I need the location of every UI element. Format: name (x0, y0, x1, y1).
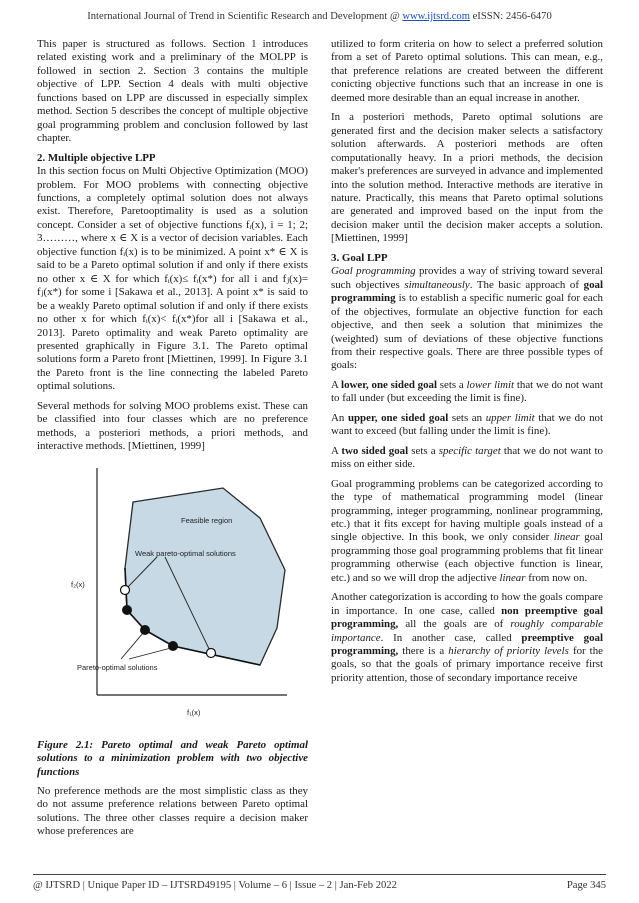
term-lower-goal: lower, one sided goal (341, 378, 438, 391)
term-upper-goal: upper, one sided goal (347, 411, 449, 424)
term-priority-levels: hierarchy of priority levels (448, 645, 569, 658)
pareto-optimal-point (168, 641, 178, 651)
text-span: Goal programming problems can be categorized according to the type of mathematical programming model (linear programming, integer programming, nonlinear programming, etc.) that it fits except for having multiple goals instead of a single objective. In this book, we only consider (331, 477, 603, 544)
text-span: all the goals are of (398, 618, 511, 631)
term-linear: linear (499, 571, 526, 584)
pareto-figure (55, 460, 295, 735)
weak-pareto-point (121, 585, 130, 594)
term-preemptive: preemptive goal programming, (331, 631, 603, 658)
paragraph-two-sided-goal (331, 445, 603, 472)
term-upper-limit: upper limit (485, 411, 535, 424)
text-span: is to establish a specific numeric goal for each of the objectives, formulate an objective function for each objective, and then seek a solution that minimizes the (weighted) sum of deviations of these objective functions from their respective goals. There are three possible types of goals: (331, 292, 603, 372)
text-span: that we do not want to exceed (but falling under the limit is fine). (331, 411, 603, 438)
journal-eissn: eISSN: 2456-6470 (472, 11, 552, 22)
figure-caption: Figure 2.1: Pareto optimal and weak Pareto optimal solutions to a minimization problem with two objective functions (37, 738, 308, 778)
x-axis-label: f₁(x) (187, 707, 201, 717)
term-goal-programming-bold: goal programming (331, 278, 603, 305)
paragraph-lower-goal (331, 379, 603, 406)
left-column (37, 38, 308, 845)
feasible-region-label: Feasible region (181, 515, 233, 525)
journal-url-link[interactable]: www.ijtsrd.com (402, 11, 470, 22)
text-span: sets a (408, 444, 439, 457)
paragraph-posteriori: In a posteriori methods, Pareto optimal solutions are generated first and the decision maker selects a satisfactory solution afterwards. A posteriori methods are often computationally heavy. In a priori methods, the decision maker's preferences are surveyed in advance and implemented into the solution method. Interactive methods are iterative in nature. Practically, this means that Pareto optimal solutions are generated and improved based on the input from the decision maker until the decision maker accepts a solution. [Miettinen, 1999] (331, 111, 603, 245)
term-two-sided-goal: two sided goal (341, 444, 409, 457)
text-span: there is a (398, 645, 449, 658)
pareto-optimal-point (140, 625, 150, 635)
paragraph-categorization (331, 478, 603, 586)
text-span: for the goals, so that the goals of primary importance receive first priority attention, those of secondary importance receive (331, 645, 603, 684)
term-linear: linear (553, 531, 580, 544)
text-span: A (331, 444, 342, 457)
paragraph-methods: Several methods for solving MOO problems exist. These can be classified into four classes which are no preference methods, a posteriori methods, a priori methods, and interactive methods. [Miettinen, 1999] (37, 399, 308, 453)
term-lower-limit: lower limit (466, 378, 515, 391)
text-span: sets a (437, 378, 467, 391)
text-span: Another categorization is according to how the goals compare in importance. In one case, called (331, 591, 603, 617)
footer-rule (33, 874, 606, 875)
weak-pareto-point (207, 648, 216, 657)
term-goal-programming: Goal programming (331, 265, 416, 278)
paragraph-preference-relations: utilized to form criteria on how to select a preferred solution from a set of Pareto optimal solutions. This can mean, e.g., that preference relations are created between the different conicting objective functions such that an increase in one is deemed more desirable than an equal increase in another. (331, 38, 603, 104)
text-span: An (331, 411, 348, 424)
pareto-pointer-1 (121, 633, 143, 659)
text-span: . In another case, called (380, 631, 522, 644)
journal-header (0, 11, 639, 22)
term-simultaneously: simultaneously (404, 278, 470, 291)
pareto-optimal-point (122, 605, 132, 615)
footer-paper-info: @ IJTSRD | Unique Paper ID – IJTSRD49195 | Volume – 6 | Issue – 2 | Jan-Feb 2022 (33, 880, 397, 891)
term-comparable-importance: roughly comparable importance (331, 618, 603, 644)
journal-title: International Journal of Trend in Scientific Research and Development @ (87, 11, 400, 22)
text-span: that we do not want to fall under (but exceeding the limit is fine). (331, 378, 603, 405)
text-span: that we do not want to miss on either side. (331, 444, 603, 471)
y-axis-label: f₂(x) (71, 579, 85, 589)
pareto-figure-graphic (55, 460, 295, 735)
section-heading-2: 2. Multiple objective LPP (37, 151, 156, 164)
term-non-preemptive: non preemptive goal programming, (331, 604, 603, 631)
pareto-pointer-2 (129, 648, 171, 659)
text-span: . The basic approach of (469, 278, 584, 291)
paragraph-importance (331, 591, 603, 685)
paragraph-goal-programming (331, 265, 603, 373)
text-span: provides a way of striving toward several such objectives (331, 265, 603, 291)
paragraph-structure: This paper is structured as follows. Section 1 introduces related existing work and a preliminary of the MOLPP is followed in section 2. Section 3 contains the multiple objective of LPP. Section 4 deals with multi objective functions based on LPP are discussed in especially simplex method. Section 5 describes the concept of multiple objective goal programming problem and conclusion followed by last chapter. (37, 38, 308, 145)
text-span: sets an (448, 411, 486, 424)
section-heading-3: 3. Goal LPP (331, 251, 388, 264)
weak-pareto-label: Weak pareto-optimal solutions (135, 548, 236, 558)
term-specific-target: specific target (438, 444, 501, 457)
page-number: Page 345 (566, 880, 606, 891)
pareto-optimal-label: Pareto-optimal solutions (77, 662, 158, 672)
text-span: from now on. (525, 571, 588, 584)
paragraph-upper-goal (331, 412, 603, 439)
text-span: A (331, 378, 342, 391)
paragraph-moo: In this section focus on Multi Objective Optimization (MOO) problem. For MOO problems with connecting objective functions, a completely optimal solution does not always exist. Therefore, Paretooptimality is used as a solution concept. Consider a set of objective functions fᵢ(x), i = 1; 2; 3………, where x ∈ X is a vector of decision variables. Each objective function fᵢ(x) is to be minimized. A point x* ∈ X is said to be a Pareto optimal solution if and only if there exists no other x ∈ X for which fᵢ(x)≤ fᵢ(x*) for all i and fⱼ(x)= fⱼ(x*) for some i [Sakawa et al., 2013]. A point x* is said to be a weakly Pareto optimal solution if and only if there exists no other x for which fᵢ(x)< fᵢ(x*)for all i [Sakawa et al., 2013]. Pareto optimality and weak Pareto optimality are presented graphically in Figure 3.1. The Pareto optimal solutions form a Pareto front [Miettinen, 1999]. In Figure 3.1 the Pareto front is the line connecting the labeled Pareto optimal solutions. (37, 165, 308, 393)
right-column (331, 38, 603, 691)
text-span: goal programming those goal programming problems that fit linear programming otherwise (each objective function is linear, etc.) and so we will drop the adjective (331, 531, 603, 584)
paragraph-no-preference: No preference methods are the most simplistic class as they do not assume preference relations between Pareto optimal solutions. The three other classes require a decision maker whose preferences are (37, 784, 308, 838)
